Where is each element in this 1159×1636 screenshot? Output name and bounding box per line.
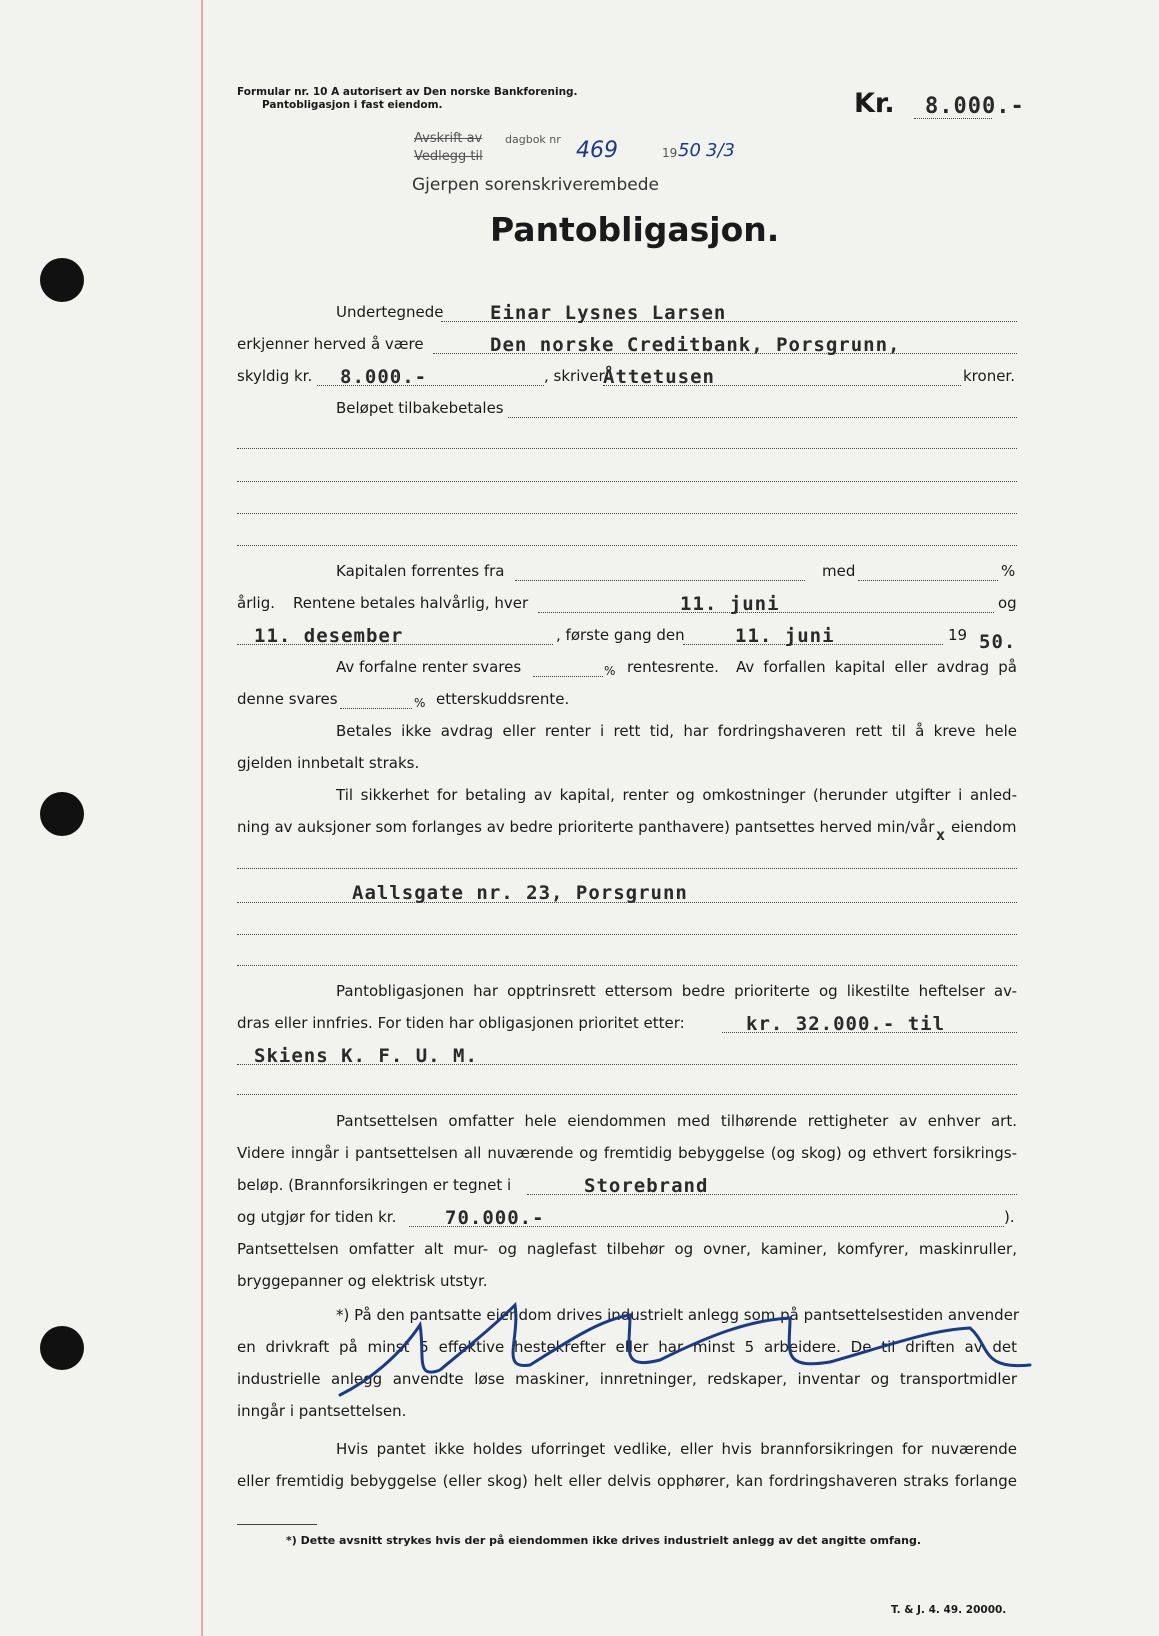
amount-label: Kr.: [854, 88, 895, 119]
first-date: 11. juni: [735, 625, 835, 647]
paragraph-scope-line5: Pantsettelsen omfatter alt mur- og naglefast tilbehør og ovner, kaminer, komfyrer, maskinruller,: [237, 1240, 1017, 1258]
footnote: *) Dette avsnitt strykes hvis der på eiendommen ikke drives industrielt anlegg av det angitte omfang.: [286, 1534, 922, 1547]
currency-label: kroner.: [963, 367, 1015, 385]
blank-line: [237, 448, 1017, 449]
paragraph-scope-line2: Videre inngår i pantsettelsen all nuværende og fremtidig bebyggelse (og skog) og ethvert forsikrings-: [237, 1144, 1017, 1162]
capital-from-line: [515, 580, 805, 581]
stamp-line2: Vedlegg til: [414, 149, 483, 164]
denne-percent: %: [414, 696, 426, 710]
paragraph-security-line1: Til sikkerhet for betaling av kapital, renter og omkostninger (herunder utgifter i anled-: [336, 786, 1017, 804]
og-label: og: [998, 594, 1017, 612]
stamp-year-prefix: 19: [662, 146, 678, 160]
paragraph-maintenance-line2: eller fremtidig bebyggelse (eller skog) helt eller delvis opphører, kan fordringshaveren straks forlange: [237, 1472, 1017, 1490]
insured-amount: 70.000.-: [445, 1207, 545, 1229]
paragraph-scope-line4: og utgjør for tiden kr.: [237, 1208, 397, 1226]
paragraph-scope-line1: Pantsettelsen omfatter hele eiendommen med tilhørende rettigheter av enhver art.: [336, 1112, 1017, 1130]
property-line: [237, 965, 1017, 966]
undersigned-value: Einar Lysnes Larsen: [490, 302, 727, 324]
amount-line: [914, 118, 992, 119]
punch-hole-icon: [40, 1326, 84, 1370]
property-line: [237, 902, 1017, 903]
yearly-label: årlig.: [237, 594, 275, 612]
paragraph-priority-line1: Pantobligasjonen har opptrinsrett ettersom bedre prioriterte og likestilte heftelser av-: [336, 982, 1017, 1000]
words-value: Åttetusen: [603, 366, 715, 388]
strike-mark: x: [936, 826, 947, 844]
pen-strikethrough-icon: [330, 1300, 1050, 1410]
paragraph-priority-line2: dras eller innfries. For tiden har obligasjonen prioritet etter:: [237, 1014, 685, 1032]
stamp-office: Gjerpen sorenskriverembede: [412, 175, 659, 195]
property-line: [237, 868, 1017, 869]
undersigned-label: Undertegnede: [336, 303, 444, 321]
denne-suffix: etterskuddsrente.: [436, 690, 570, 708]
creditor-label: erkjenner herved å være: [237, 335, 424, 353]
denne-label: denne svares: [237, 690, 338, 708]
punch-hole-icon: [40, 792, 84, 836]
debt-label: skyldig kr.: [237, 367, 313, 385]
stamp-diary-number: 469: [576, 138, 618, 163]
rate-line: [858, 580, 998, 581]
stamp-date: 3/3: [706, 140, 735, 161]
blank-line: [237, 481, 1017, 482]
paragraph-industrial-line3: industrielle anlegg anvendte løse maskiner, innretninger, redskaper, inventar og transportmidler: [237, 1370, 1017, 1388]
paragraph-industrial-line1: *) På den pantsatte eiendom drives industrielt anlegg som på pantsettelsestiden anvender: [336, 1306, 1020, 1324]
paragraph-industrial-line4: inngår i pantsettelsen.: [237, 1402, 407, 1420]
blank-line: [237, 513, 1017, 514]
paragraph-scope-line6: bryggepanner og elektrisk utstyr.: [237, 1272, 488, 1290]
overdue-capital: Av forfallen kapital eller avdrag på: [736, 658, 1017, 676]
interest-paid-label: Rentene betales halvårlig, hver: [293, 594, 529, 612]
paragraph-default-line2: gjelden innbetalt straks.: [237, 754, 420, 772]
paragraph-security-end: eiendom: [951, 818, 1017, 836]
creditor-value: Den norske Creditbank, Porsgrunn,: [490, 334, 901, 356]
paragraph-industrial-line2: en drivkraft på minst 5 effektive hestekrefter eller har minst 5 arbeidere. De til driften av det: [237, 1338, 1017, 1356]
interest-date2: 11. desember: [254, 625, 404, 647]
repay-label: Beløpet tilbakebetales: [336, 399, 504, 417]
paragraph-security-line2: ning av auksjoner som forlanges av bedre prioriterte panthavere) pantsettes herved min/vår: [237, 818, 935, 836]
capital-label: Kapitalen forrentes fra: [336, 562, 505, 580]
year-value: 50.: [979, 631, 1017, 653]
debt-value: 8.000.-: [340, 366, 428, 388]
stamp-line1-mid: dagbok nr: [505, 133, 561, 146]
form-note-line1: Formular nr. 10 A autorisert av Den norske Bankforening.: [237, 86, 578, 98]
property-address: Aallsgate nr. 23, Porsgrunn: [352, 882, 688, 904]
denne-rate-line: [340, 708, 412, 709]
amount-value: 8.000.-: [925, 94, 1025, 119]
footnote-rule: [237, 1524, 317, 1525]
overdue-rate-line: [533, 676, 603, 677]
printer-mark: T. & J. 4. 49. 20000.: [891, 1604, 1007, 1616]
priority-value2: Skiens K. F. U. M.: [254, 1045, 478, 1067]
first-payment-label: , første gang den: [556, 626, 685, 644]
margin-line: [201, 0, 203, 1636]
priority-value1: kr. 32.000.- til: [746, 1013, 946, 1035]
med-label: med: [822, 562, 856, 580]
form-note-line2: Pantobligasjon i fast eiendom.: [262, 99, 443, 111]
percent-sign: %: [1001, 562, 1016, 580]
punch-hole-icon: [40, 258, 84, 302]
interest-date1: 11. juni: [680, 593, 780, 615]
property-line: [237, 934, 1017, 935]
paragraph-default-line1: Betales ikke avdrag eller renter i rett tid, har fordringshaveren rett til å kreve hele: [336, 722, 1017, 740]
insurer-value: Storebrand: [584, 1175, 709, 1197]
overdue-suffix: rentesrente.: [627, 658, 719, 676]
repay-line: [508, 417, 1017, 418]
paragraph-scope-line4-end: ).: [1004, 1208, 1015, 1226]
blank-line: [237, 545, 1017, 546]
paragraph-scope-line3: beløp. (Brannforsikringen er tegnet i: [237, 1176, 512, 1194]
page-title: Pantobligasjon.: [490, 210, 780, 249]
year-prefix: 19: [948, 626, 968, 644]
words-label: , skriver: [544, 367, 605, 385]
overdue-percent: %: [604, 664, 616, 678]
paragraph-maintenance-line1: Hvis pantet ikke holdes uforringet vedlike, eller hvis brannforsikringen for nuværende: [336, 1440, 1017, 1458]
priority-line: [237, 1094, 1017, 1095]
stamp-year: 50: [678, 140, 701, 161]
overdue-label: Av forfalne renter svares: [336, 658, 522, 676]
stamp-line1-prefix: Avskrift av: [414, 131, 483, 146]
